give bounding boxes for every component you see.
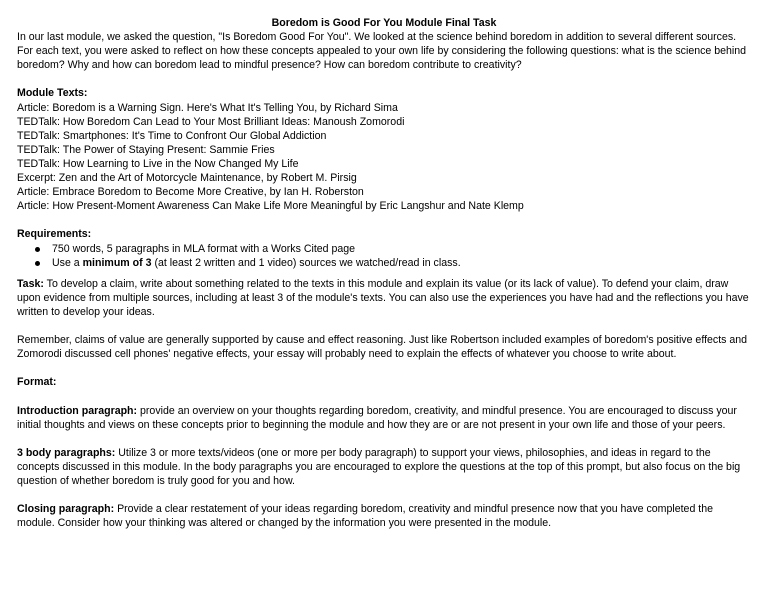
task-paragraph — [17, 277, 751, 319]
closing-paragraph-instructions — [17, 502, 751, 530]
bullet-icon — [35, 247, 40, 252]
requirement-text: 750 words, 5 paragraphs in MLA format with a Works Cited page — [52, 242, 356, 255]
intro-paragraph: In our last module, we asked the question, "Is Boredom Good For You". We looked at the science behind boredom in addition to several different sources. For each text, you were asked to reflect on how these concepts appealed to your own life by considering the following questions: what is the science behind boredom? Why and how can boredom lead to mindful presence? How can boredom contribute to creativity? — [17, 31, 747, 72]
module-text-item: Excerpt: Zen and the Art of Motorcycle Maintenance, by Robert M. Pirsig — [17, 172, 357, 185]
task-text: To develop a claim, write about something related to the texts in this module and explain its value (or its lack of value). To defend your claim, draw upon evidence from multiple sources, including at least 3 of the module's texts. You can also use the experiences you have had and the reflections you have written to develop your ideas. — [17, 277, 749, 318]
module-text-item: Article: How Present-Moment Awareness Can Make Life More Meaningful by Eric Langshur and Nate Klemp — [17, 200, 524, 213]
module-text-item: TEDTalk: Smartphones: It's Time to Confront Our Global Addiction — [17, 129, 327, 142]
format-heading: Format: — [17, 376, 57, 389]
module-text-item: TEDTalk: How Boredom Can Lead to Your Most Brilliant Ideas: Manoush Zomorodi — [17, 115, 405, 128]
task-label: Task: — [17, 277, 44, 290]
body-text: Utilize 3 or more texts/videos (one or more per body paragraph) to support your views, philosophies, and ideas in regard to the concepts discussed in this module. In the body paragraphs you are encouraged to explore the questions at the top of this prompt, but also focus on the big question of whether boredom is truly good for you and how. — [17, 446, 741, 487]
closing-text: Provide a clear restatement of your ideas regarding boredom, creativity and mindful presence now that you have completed the module. Consider how your thinking was altered or changed by the information you were presented in the module. — [17, 503, 714, 530]
module-text-item: TEDTalk: How Learning to Live in the Now Changed My Life — [17, 157, 299, 170]
requirement-item — [35, 256, 751, 270]
requirements-list — [17, 242, 751, 270]
spacer — [17, 488, 751, 502]
document-title: Boredom is Good For You Module Final Task — [271, 17, 497, 29]
requirement-item — [35, 242, 751, 256]
module-text-item: TEDTalk: The Power of Staying Present: Sammie Fries — [17, 143, 275, 156]
spacer — [17, 361, 751, 375]
requirement-text-post: (at least 2 written and 1 video) sources we watched/read in class. — [151, 256, 461, 269]
claims-paragraph: Remember, claims of value are generally supported by cause and effect reasoning. Just like Robertson included examples of boredom's positive effects and Zomorodi discussed cell phones' negative effects, your essay will probably need to explain the effects of whatever you choose to write about. — [17, 334, 748, 361]
introduction-label: Introduction paragraph: — [17, 404, 138, 417]
module-texts-list — [17, 101, 751, 214]
spacer — [17, 389, 751, 403]
requirement-emphasis: minimum of 3 — [82, 256, 152, 269]
body-label: 3 body paragraphs: — [17, 446, 116, 459]
spacer — [17, 213, 751, 227]
closing-label: Closing paragraph: — [17, 503, 115, 516]
spacer — [17, 319, 751, 333]
module-text-item: Article: Embrace Boredom to Become More Creative, by Ian H. Roberston — [17, 186, 364, 199]
spacer — [17, 270, 751, 277]
spacer — [17, 432, 751, 446]
module-text-item: Article: Boredom is a Warning Sign. Here's What It's Telling You, by Richard Sima — [17, 101, 398, 114]
requirements-heading: Requirements: — [17, 228, 92, 241]
introduction-paragraph-instructions — [17, 404, 751, 432]
bullet-icon — [35, 261, 40, 266]
requirement-text-pre: Use a — [52, 256, 83, 269]
spacer — [17, 72, 751, 86]
body-paragraphs-instructions — [17, 446, 751, 488]
module-texts-heading: Module Texts: — [17, 87, 88, 100]
introduction-text: provide an overview on your thoughts regarding boredom, creativity, and mindful presence. You are encouraged to discuss your initial thoughts and views on these concepts prior to beginning the module and how they are or are not present in your own life and those of your peers. — [17, 404, 737, 431]
